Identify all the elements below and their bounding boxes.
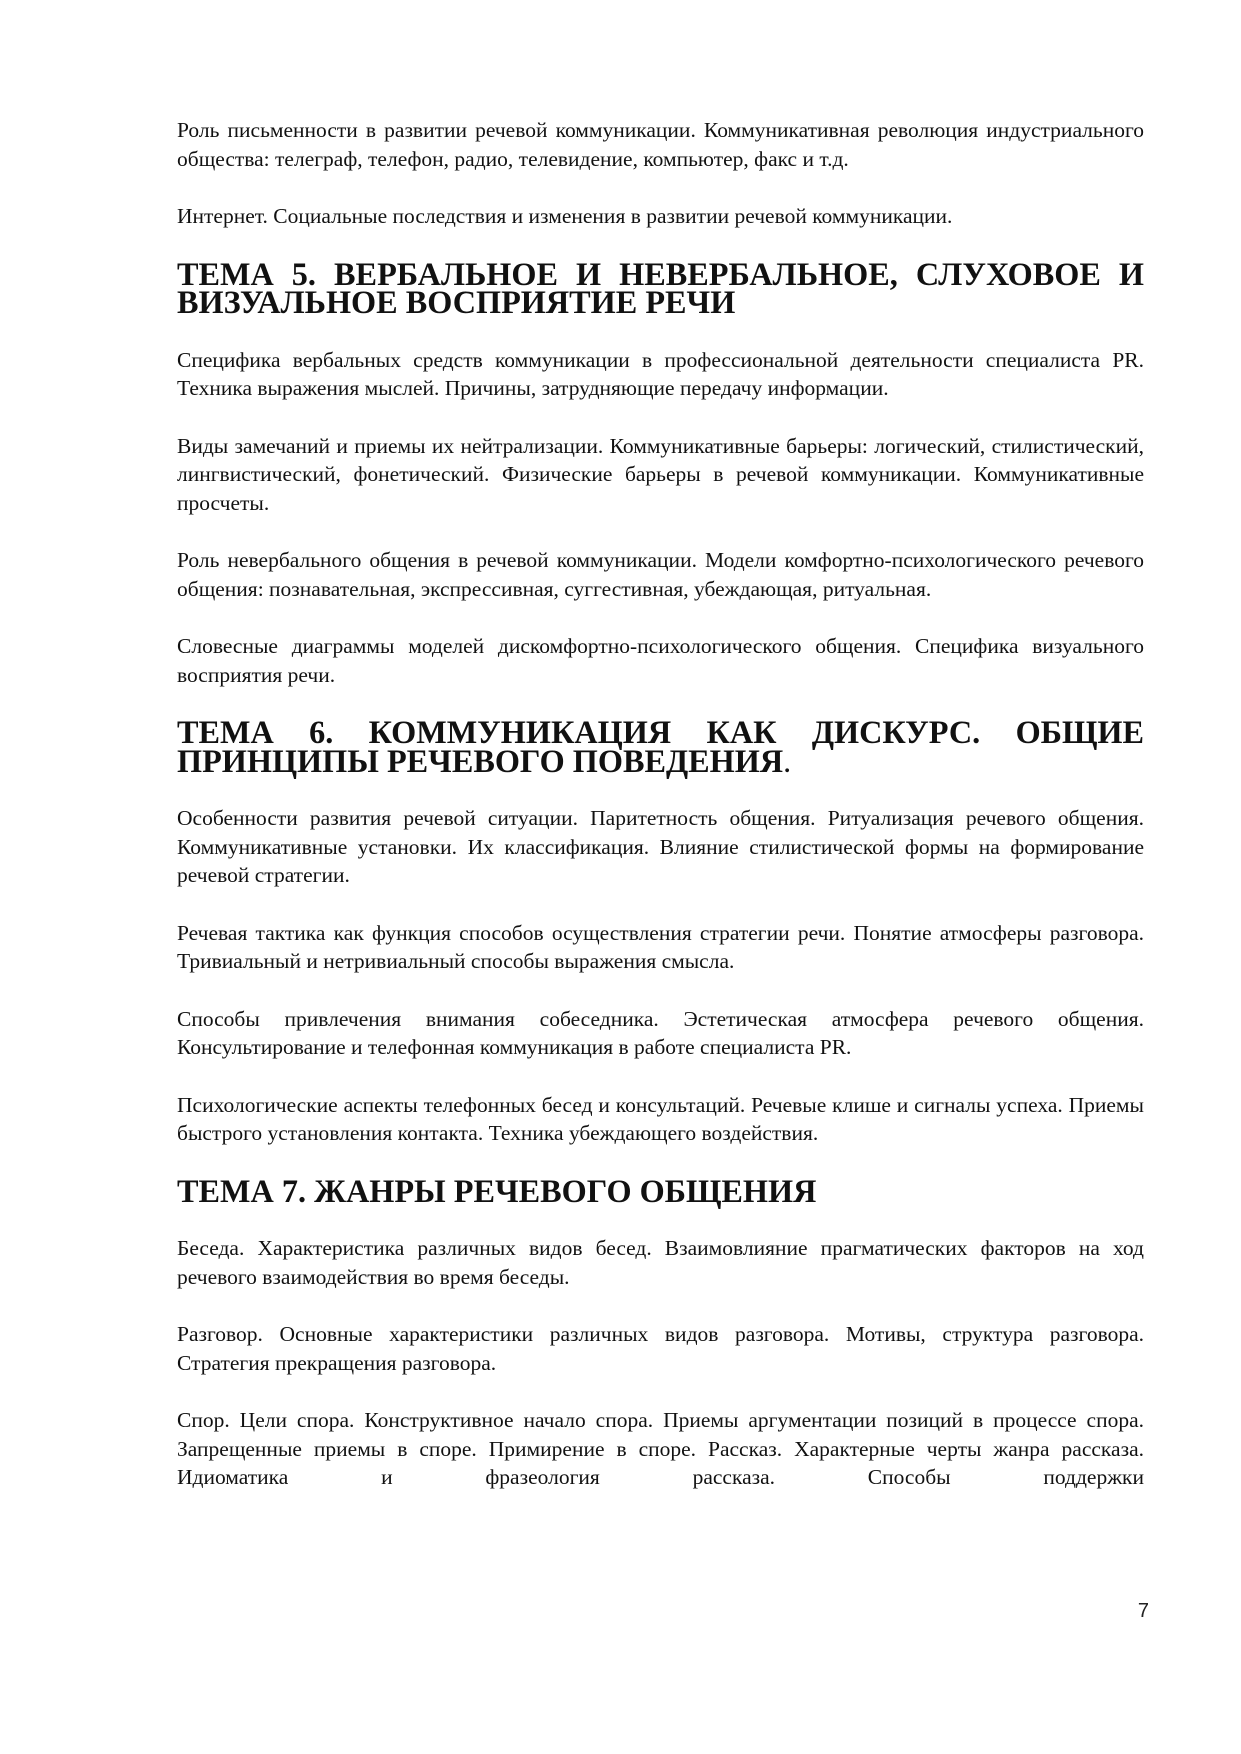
paragraph-conversation-beseda: Беседа. Характеристика различных видов бесед. Взаимовлияние прагматических факторов на ход речевого взаимодействия во время беседы. <box>177 1236 1144 1289</box>
paragraph-speech-situation: Особенности развития речевой ситуации. Паритетность общения. Ритуализация речевого общения. Коммуникативные установки. Их классификация. Влияние стилистической формы на формирование речевой стратегии. <box>177 806 1144 887</box>
paragraph-conversation-razgovor: Разговор. Основные характеристики различных видов разговора. Мотивы, структура разговора. Стратегия прекращения разговора. <box>177 1322 1144 1375</box>
paragraph-attention-methods: Способы привлечения внимания собеседника. Эстетическая атмосфера речевого общения. Консультирование и телефонная коммуникация в работе специалиста PR. <box>177 1006 1144 1059</box>
paragraph-writing-role: Роль письменности в развитии речевой коммуникации. Коммуникативная революция индустриального общества: телеграф, телефон, радио, телевидение, компьютер, факс и т.д. <box>177 118 1144 171</box>
page-number: 7 <box>1137 1600 1149 1622</box>
heading-topic-6-tail: . <box>783 742 792 779</box>
paragraph-nonverbal-role: Роль невербального общения в речевой коммуникации. Модели комфортно-психологического речевого общения: познавательная, экспрессивная, суггестивная, убеждающая, ритуальная. <box>177 548 1144 601</box>
heading-topic-7-text: ТЕМА 7. ЖАНРЫ РЕЧЕВОГО ОБЩЕНИЯ <box>177 1172 817 1209</box>
heading-topic-6 <box>177 714 1144 779</box>
document-body <box>177 116 1144 1521</box>
paragraph-internet: Интернет. Социальные последствия и изменения в развитии речевой коммуникации. <box>177 204 953 228</box>
paragraph-speech-tactics: Речевая тактика как функция способов осуществления стратегии речи. Понятие атмосферы разговора. Тривиальный и нетривиальный способы выражения смысла. <box>177 920 1144 973</box>
heading-topic-5-text: ТЕМА 5. ВЕРБАЛЬНОЕ И НЕВЕРБАЛЬНОЕ, СЛУХОВОЕ И ВИЗУАЛЬНОЕ ВОСПРИЯТИЕ РЕЧИ <box>177 255 1144 320</box>
paragraph-verbal-diagrams: Словесные диаграммы моделей дискомфортно-психологического общения. Специфика визуального восприятия речи. <box>177 634 1144 687</box>
heading-topic-6-text: ТЕМА 6. КОММУНИКАЦИЯ КАК ДИСКУРС. ОБЩИЕ ПРИНЦИПЫ РЕЧЕВОГО ПОВЕДЕНИЯ <box>177 714 1144 779</box>
heading-topic-5 <box>177 255 1144 320</box>
paragraph-remarks-barriers: Виды замечаний и приемы их нейтрализации. Коммуникативные барьеры: логический, стилистический, лингвистический, фонетический. Физические барьеры в речевой коммуникации. Коммуникативные просчеты. <box>177 433 1144 515</box>
paragraph-verbal-means: Специфика вербальных средств коммуникации в профессиональной деятельности специалиста PR. Техника выражения мыслей. Причины, затрудняющие передачу информации. <box>177 347 1144 400</box>
paragraph-dispute: Спор. Цели спора. Конструктивное начало спора. Приемы аргументации позиций в процессе спора. Запрещенные приемы в споре. Примирение в споре. Рассказ. Характерные черты жанра рассказа. Идиоматика и фразеология рассказа. Способы поддержки <box>177 1408 1144 1489</box>
paragraph-phone-psychology: Психологические аспекты телефонных бесед и консультаций. Речевые клише и сигналы успеха. Приемы быстрого установления контакта. Техника убеждающего воздействия. <box>177 1092 1144 1145</box>
heading-topic-7 <box>177 1172 1144 1209</box>
